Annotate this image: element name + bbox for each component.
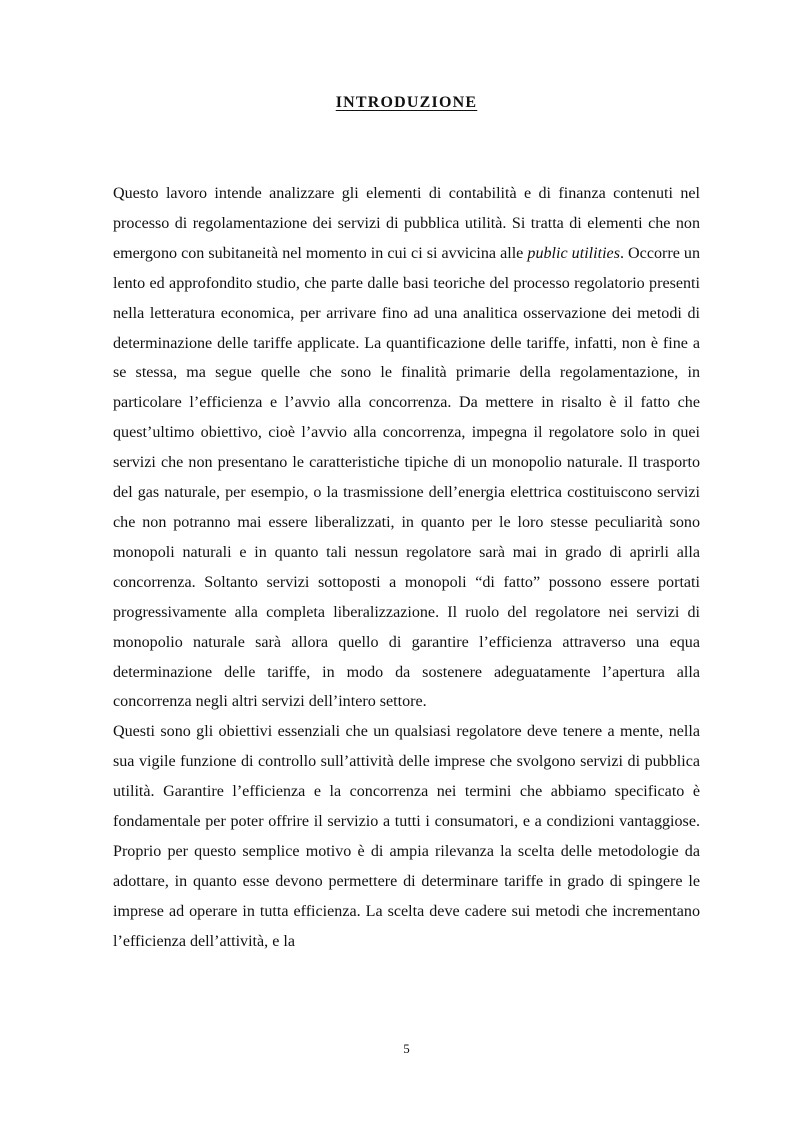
paragraph-1-italic-term: public utilities [527, 244, 620, 262]
page-number: 5 [403, 1041, 410, 1056]
paragraph-1 [113, 179, 700, 717]
paragraph-2: Questi sono gli obiettivi essenziali che un qualsiasi regolatore deve tenere a mente, nella sua vigile funzione di controllo sull’attività delle imprese che svolgono servizi di pubblica utilità. Garantire l’efficienza e la concorrenza nei termini che abbiamo specificato è fondamentale per poter offrire il servizio a tutti i consumatori, e a condizioni vantaggiose. Proprio per questo semplice motivo è di ampia rilevanza la scelta delle metodologie da adottare, in quanto esse devono permettere di determinare tariffe in grado di spingere le imprese ad operare in tutta efficienza. La scelta deve cadere sui metodi che incrementano l’efficienza dell’attività, e la [113, 723, 700, 950]
body-text [113, 179, 700, 957]
paragraph-1-text-start: Questo lavoro intende analizzare gli elementi di contabilità e di finanza contenuti nel processo di regolamentazione dei servizi di pubblica utilità. Si tratta di elementi che non emergono con subitaneità nel momento in cui ci si avvicina alle [113, 185, 700, 262]
paragraph-1-text-end: . Occorre un lento ed approfondito studio, che parte dalle basi teoriche del processo regolatorio presenti nella letteratura economica, per arrivare fino ad una analitica osservazione dei metodi di determinazione delle tariffe applicate. La quantificazione delle tariffe, infatti, non è fine a se stessa, ma segue quelle che sono le finalità primarie della regolamentazione, in particolare l’efficienza e l’avvio alla concorrenza. Da mettere in risalto è il fatto che quest’ultimo obiettivo, cioè l’avvio alla concorrenza, impegna il regolatore solo in quei servizi che non presentano le caratteristiche tipiche di un monopolio naturale. Il trasporto del gas naturale, per esempio, o la trasmissione dell’energia elettrica costituiscono servizi che non potranno mai essere liberalizzati, in quanto per le loro stesse peculiarità sono monopoli naturali e in quanto tali nessun regolatore sarà mai in grado di aprirli alla concorrenza. Soltanto servizi sottoposti a monopoli “di fatto” possono essere portati progressivamente alla completa liberalizzazione. Il ruolo del regolatore nei servizi di monopolio naturale sarà allora quello di garantire l’efficienza attraverso una equa determinazione delle tariffe, in modo da sostenere adeguatamente l’apertura alla concorrenza negli altri servizi dell’intero settore. [113, 244, 701, 711]
page-title: INTRODUZIONE [335, 94, 478, 111]
